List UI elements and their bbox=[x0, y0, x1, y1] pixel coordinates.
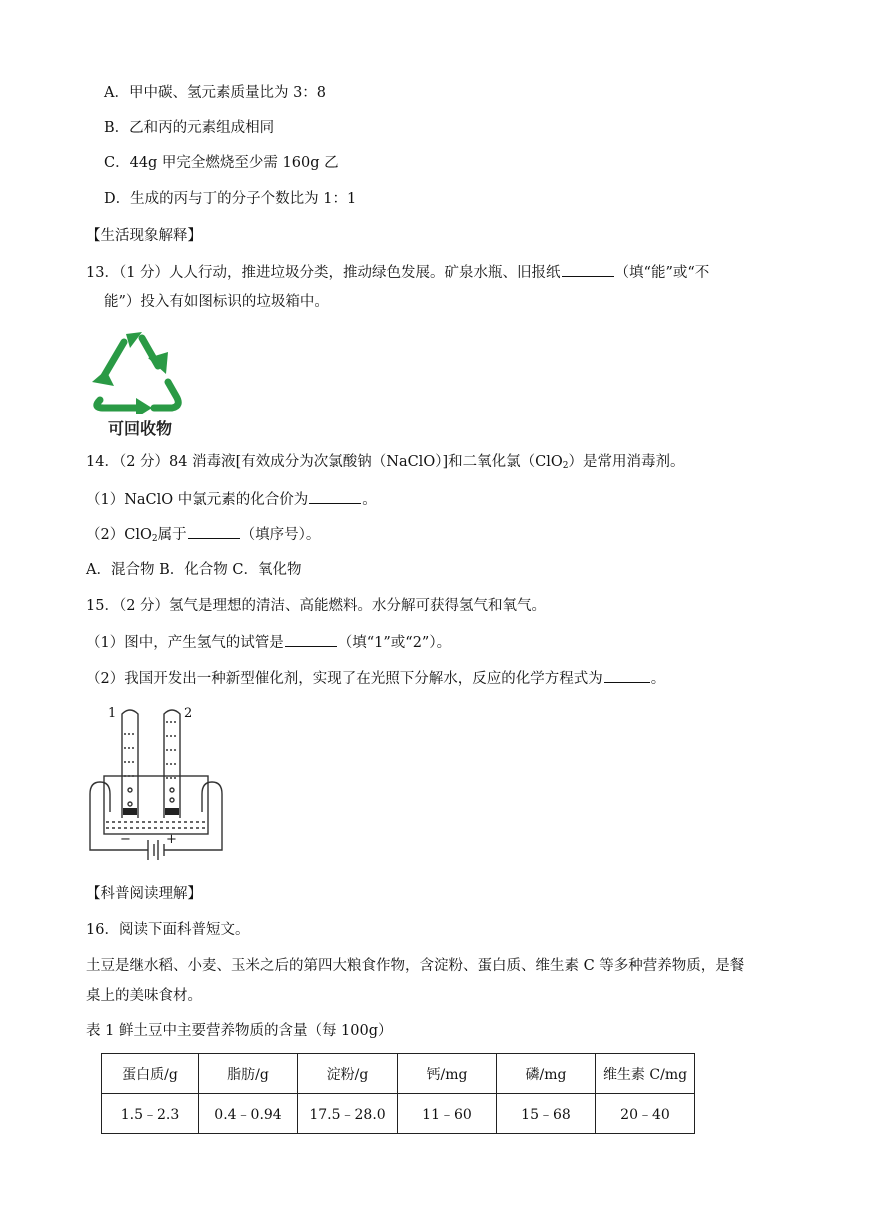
electrolysis-figure bbox=[86, 704, 226, 868]
table-cell: 1.5﹣2.3 bbox=[102, 1094, 199, 1134]
q15-part1-blank[interactable] bbox=[285, 632, 337, 647]
q15-part2 bbox=[86, 668, 665, 689]
q15-part1-text: （1）图中，产生氢气的试管是 bbox=[86, 635, 284, 651]
q14-part1-end: 。 bbox=[362, 492, 377, 508]
q15-part1-end: （填“1”或“2”）。 bbox=[337, 635, 452, 651]
q14-stem-subscript: 2 bbox=[562, 461, 569, 471]
q13-line1 bbox=[86, 262, 709, 283]
table-row bbox=[102, 1094, 695, 1134]
table-cell: 11﹣60 bbox=[398, 1094, 497, 1134]
q15-part2-blank[interactable] bbox=[604, 668, 650, 683]
header-cell: 维生素 C/mg bbox=[596, 1054, 695, 1094]
recycle-label: 可回收物 bbox=[108, 419, 173, 438]
option-b: B．乙和丙的元素组成相同 bbox=[104, 120, 275, 136]
nutrition-table bbox=[101, 1053, 695, 1134]
positive-terminal-label: + bbox=[166, 832, 177, 847]
electrolysis-apparatus-icon bbox=[86, 704, 226, 868]
header-cell: 淀粉/g bbox=[298, 1054, 398, 1094]
table-header-row bbox=[102, 1054, 695, 1094]
q16-paragraph-line1: 土豆是继水稻、小麦、玉米之后的第四大粮食作物，含淀粉、蛋白质、维生素 C 等多种营养物质，是餐 bbox=[86, 958, 745, 974]
q16-stem: 16．阅读下面科普短文。 bbox=[86, 922, 250, 938]
q16-paragraph-line2: 桌上的美味食材。 bbox=[86, 988, 202, 1004]
recycle-icon bbox=[86, 330, 186, 414]
q14-part1-blank[interactable] bbox=[309, 489, 361, 504]
recycle-figure bbox=[86, 330, 186, 440]
section-heading-life: 【生活现象解释】 bbox=[86, 228, 202, 244]
q15-part2-end: 。 bbox=[650, 671, 666, 687]
section-heading-science: 【科普阅读理解】 bbox=[86, 886, 202, 902]
q13-answer-blank[interactable] bbox=[562, 262, 614, 277]
option-c: C．44g 甲完全燃烧至少需 160g 乙 bbox=[104, 155, 339, 171]
q14-part2-blank[interactable] bbox=[188, 524, 240, 539]
table-cell: 20﹣40 bbox=[596, 1094, 695, 1134]
table-caption: 表 1 鲜土豆中主要营养物质的含量（每 100g） bbox=[86, 1023, 393, 1039]
q15-part2-text: （2）我国开发出一种新型催化剂，实现了在光照下分解水，反应的化学方程式为 bbox=[86, 671, 603, 687]
q14-part1 bbox=[86, 489, 377, 510]
q15-stem: 15．（2 分）氢气是理想的清洁、高能燃料。水分解可获得氢气和氧气。 bbox=[86, 598, 547, 614]
table-cell: 15﹣68 bbox=[497, 1094, 596, 1134]
q14-options: A．混合物 B．化合物 C．氧化物 bbox=[86, 562, 302, 578]
header-cell: 钙/mg bbox=[398, 1054, 497, 1094]
q14-part1-text: （1）NaClO 中氯元素的化合价为 bbox=[86, 492, 309, 508]
negative-terminal-label: − bbox=[120, 832, 131, 847]
tube-1-label: 1 bbox=[108, 706, 117, 721]
q14-part2 bbox=[86, 524, 320, 549]
header-cell: 脂肪/g bbox=[199, 1054, 298, 1094]
q15-part1 bbox=[86, 632, 451, 653]
q14-part2-text-mid: 属于 bbox=[157, 527, 187, 543]
q14-stem bbox=[86, 452, 684, 476]
q14-part2-subscript: 2 bbox=[151, 534, 158, 544]
q14-stem-text: 14．（2 分）84 消毒液[有效成分为次氯酸钠（NaClO）]和二氧化氯（ClO bbox=[86, 454, 563, 470]
tube-2-label: 2 bbox=[184, 706, 193, 721]
q13-line2: 能”）投入有如图标识的垃圾箱中。 bbox=[104, 294, 329, 310]
header-cell: 磷/mg bbox=[497, 1054, 596, 1094]
q13-text-before: 13．（1 分）人人行动，推进垃圾分类，推动绿色发展。矿泉水瓶、旧报纸 bbox=[86, 265, 561, 281]
q13-text-after: （填“能”或“不 bbox=[614, 265, 710, 281]
option-d: D．生成的丙与丁的分子个数比为 1：1 bbox=[104, 191, 357, 207]
q14-stem-text-end: ）是常用消毒剂。 bbox=[568, 454, 685, 470]
table-cell: 0.4﹣0.94 bbox=[199, 1094, 298, 1134]
q14-part2-text: （2）ClO bbox=[86, 527, 152, 543]
option-a: A．甲中碳、氢元素质量比为 3：8 bbox=[104, 85, 327, 101]
q14-part2-end: （填序号）。 bbox=[240, 527, 321, 543]
header-cell: 蛋白质/g bbox=[102, 1054, 199, 1094]
table-cell: 17.5﹣28.0 bbox=[298, 1094, 398, 1134]
